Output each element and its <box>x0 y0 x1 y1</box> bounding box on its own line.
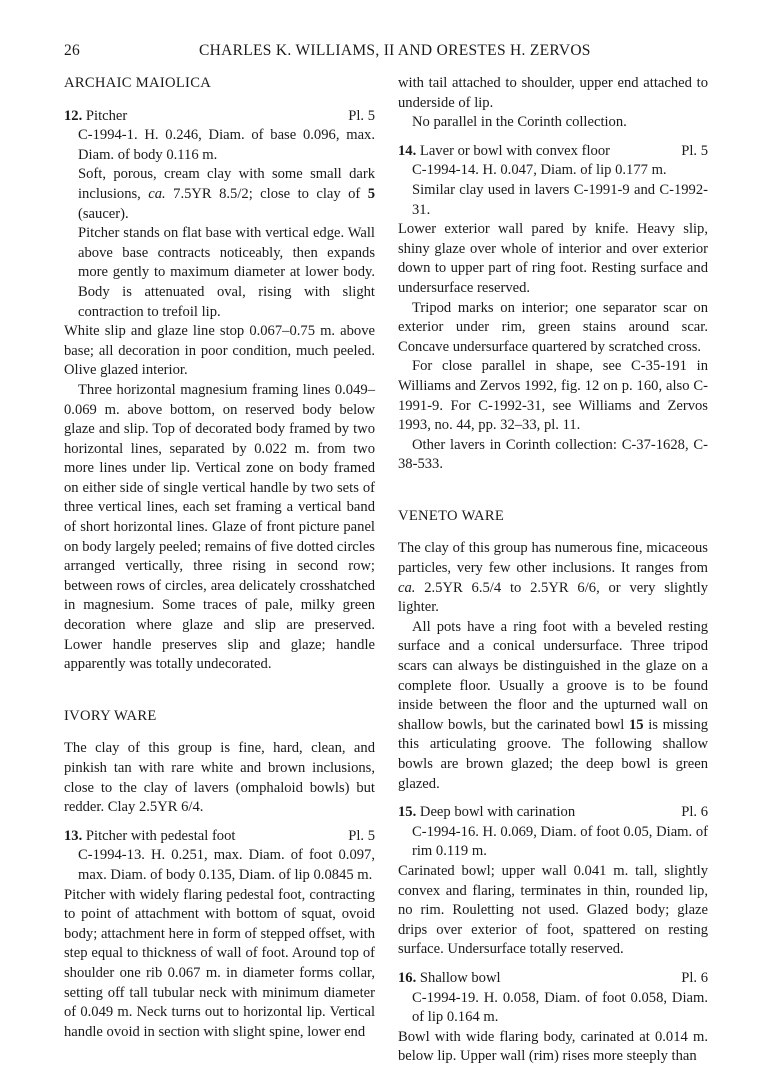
cross-reference: 15 <box>628 716 644 733</box>
text-run: 2.5YR 6.5/4 to 2.5YR 6/6, or very slightly lighter. <box>398 579 708 616</box>
plate-reference: Pl. 6 <box>681 969 708 986</box>
section-heading-veneto-ware: VENETO WARE <box>398 507 505 524</box>
entry-number: 12. <box>64 107 83 124</box>
text-run: 7.5YR 8.5/2; close to clay of <box>165 185 368 202</box>
entry-title-text: Laver or bowl with convex floor <box>419 142 610 159</box>
entry-13-description: Pitcher with widely flaring pedestal foot, contracting to point of attachment with bottom of squat, ovoid body; attachment here in form of stepped offset, with step equal to thickness of wall of foot. Around top of shoulder one rib 0.067 m. in diameter forms collar, setting off tall tubular neck with minimum diameter of 0.049 m. Neck turns out to horizontal lip. Vertical handle ovoid in section with slight spine, lower end <box>64 886 375 1040</box>
text-run: (saucer). <box>78 205 129 222</box>
catalog-entry-16-heading <box>398 969 708 989</box>
section-heading-ivory-ware: IVORY WARE <box>64 707 157 724</box>
entry-15-inventory: C-1994-16. H. 0.069, Diam. of foot 0.05, Diam. of rim 0.119 m. <box>412 823 708 860</box>
entry-12-inventory: C-1994-1. H. 0.246, Diam. of base 0.096, max. Diam. of body 0.116 m. <box>78 127 375 163</box>
entry-14-other-lavers: Other lavers in Corinth collection: C-37-1628, C-38-533. <box>398 436 708 473</box>
entry-title <box>64 107 127 127</box>
entry-title-text: Shallow bowl <box>419 969 501 986</box>
entry-title-text: Deep bowl with carination <box>419 804 576 821</box>
entry-14-clay: Similar clay used in lavers C-1991-9 and C-1992-31. <box>412 181 708 218</box>
entry-13-continuation: with tail attached to shoulder, upper end attached to underside of lip. <box>398 75 708 111</box>
entry-title <box>64 827 235 847</box>
cross-reference: 5 <box>367 185 376 202</box>
entry-title-text: Pitcher <box>85 107 128 124</box>
text-run: The clay of this group has numerous fine, micaceous particles, very few other inclusions. It ranges from <box>398 540 708 577</box>
running-title: CHARLES K. WILLIAMS, II AND ORESTES H. ZERVOS <box>199 42 591 59</box>
veneto-ware-features <box>398 618 708 794</box>
catalog-entry-12-heading <box>64 107 375 127</box>
entry-number: 16. <box>398 969 417 986</box>
page-number: 26 <box>64 42 81 59</box>
catalog-entry-14-heading <box>398 142 708 162</box>
entry-number: 15. <box>398 804 417 821</box>
entry-14-inventory: C-1994-14. H. 0.047, Diam. of lip 0.177 m. <box>412 162 667 179</box>
veneto-ware-intro <box>398 539 708 617</box>
plate-reference: Pl. 5 <box>348 107 375 124</box>
entry-number: 14. <box>398 142 417 159</box>
entry-14-marks: Tripod marks on interior; one separator scar on exterior under rim, green stains around scar. Concave undersurface quartered by scratched cross. <box>398 299 708 355</box>
entry-16-inventory: C-1994-19. H. 0.058, Diam. of foot 0.058, Diam. of lip 0.164 m. <box>412 989 708 1026</box>
entry-12-decoration: Three horizontal magnesium framing lines 0.049–0.069 m. above bottom, on reserved body below glaze and slip. Top of decorated body framed by two horizontal lines, separated by 0.022 m. from two more lines under lip. Vertical zone on body framed on either side of single vertical handle by two sets of three vertical lines, each set framing a vertical band of short horizontal lines. Glaze of front picture panel on body largely peeled; remains of five dotted circles arranged vertically, three rising in second row; between rows of circles, area delicately crosshatched in magnesium. Some traces of pale, milky green decoration where glaze and slip are preserved. Lower handle preserves slip and glaze; handle apparently was totally undecorated. <box>64 381 375 673</box>
text-run: All pots have a ring foot with a beveled resting surface and a conical undersurface. Three tripod scars can always be distinguished in the glaze on a complete floor. Usually a groove is to be found inside between the floor and the upturned wall on shallow bowls, but the carinated bowl <box>398 618 708 733</box>
entry-number: 13. <box>64 827 83 844</box>
catalog-entry-15-heading <box>398 803 708 823</box>
entry-12-shape: Pitcher stands on flat base with vertical edge. Wall above base contracts noticeably, then expands more gently to maximum diameter at lower body. Body is attenuated oval, rising with slight contraction to trefoil lip. <box>78 225 375 320</box>
entry-title <box>398 142 610 162</box>
entry-13-parallel: No parallel in the Corinth collection. <box>412 114 627 131</box>
circa-abbrev: ca. <box>398 579 416 596</box>
entry-14-parallels: For close parallel in shape, see C-35-191 in Williams and Zervos 1992, fig. 12 on p. 160, also C-1991-9. For C-1992-31, see Williams and Zervos 1993, no. 44, pp. 32–33, pl. 11. <box>398 358 708 434</box>
text-run: is missing this articulating groove. The following shallow bowls are brown glazed; the deep bowl is green glazed. <box>398 716 708 792</box>
entry-title-text: Pitcher with pedestal foot <box>85 827 236 844</box>
entry-16-description: Bowl with wide flaring body, carinated at 0.014 m. below lip. Upper wall (rim) rises more steeply than <box>398 1028 708 1065</box>
plate-reference: Pl. 5 <box>681 142 708 159</box>
entry-12-clay <box>64 165 375 224</box>
text-run: Soft, porous, cream clay with some small dark inclusions, <box>78 166 375 202</box>
right-column <box>398 74 708 1067</box>
entry-title <box>398 803 575 823</box>
section-heading-archaic-maiolica: ARCHAIC MAIOLICA <box>64 75 212 91</box>
entry-15-description: Carinated bowl; upper wall 0.041 m. tall, slightly convex and flaring, terminates in thin, rounded lip, no rim. Rouletting not used. Glazed body; glaze drips over exterior of foot, spattered on resting surface. Undersurface totally reserved. <box>398 862 708 958</box>
catalog-entry-13-heading <box>64 827 375 847</box>
plate-reference: Pl. 6 <box>681 804 708 821</box>
ivory-ware-intro: The clay of this group is fine, hard, clean, and pinkish tan with rare white and brown inclusions, close to the clay of lavers (omphaloid bowls) but redder. Clay 2.5YR 6/4. <box>64 740 375 816</box>
circa-abbrev: ca. <box>148 185 166 202</box>
entry-13-inventory: C-1994-13. H. 0.251, max. Diam. of foot 0.097, max. Diam. of body 0.135, Diam. of lip 0.0845 m. <box>78 847 375 883</box>
plate-reference: Pl. 5 <box>348 827 375 844</box>
entry-title <box>398 969 501 989</box>
entry-12-slip: White slip and glaze line stop 0.067–0.75 m. above base; all decoration in poor condition, much peeled. Olive glazed interior. <box>64 323 375 379</box>
left-column <box>64 74 375 1042</box>
entry-14-surface: Lower exterior wall pared by knife. Heavy slip, shiny glaze over whole of interior and over exterior down to upper part of ring foot. Resting surface and undersurface reserved. <box>398 221 708 296</box>
